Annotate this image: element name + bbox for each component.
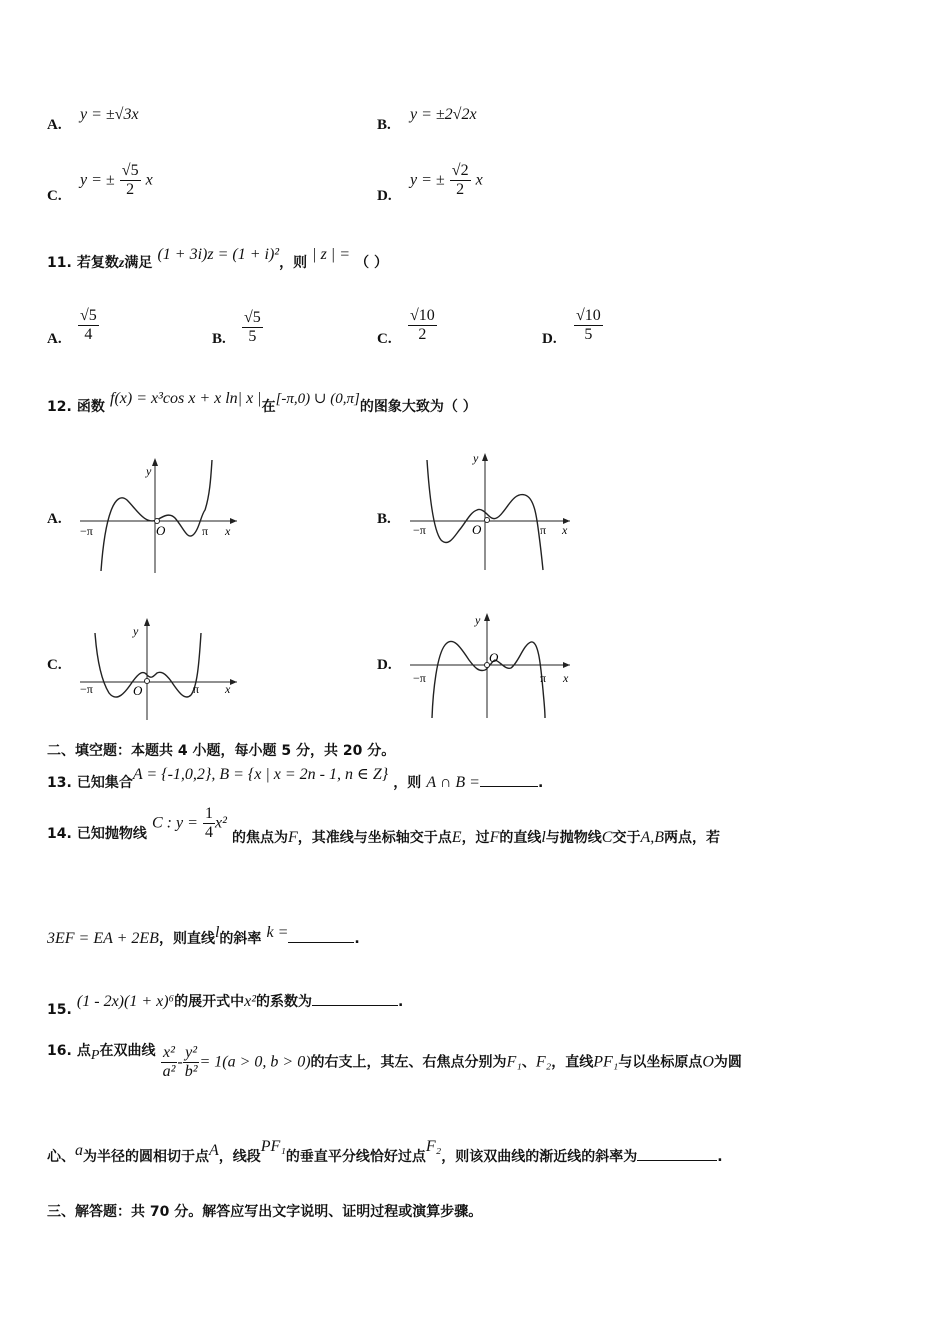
graph-label: C.	[47, 657, 62, 673]
denominator: 2	[418, 325, 427, 343]
stem-text: 心、	[47, 1149, 75, 1165]
point-f: F	[288, 829, 298, 846]
denominator: 4	[84, 325, 93, 343]
denominator: a²	[162, 1062, 176, 1080]
stem-text: ，则	[393, 775, 422, 791]
stem-text: 交于	[612, 830, 641, 846]
point-e: E	[451, 829, 462, 846]
end-mark: .	[354, 931, 360, 947]
question-13	[47, 766, 544, 792]
stem-text: 的右支上，其左、右焦点分别为	[310, 1054, 507, 1071]
x-axis-label: x	[225, 524, 231, 538]
focus-f2: F₂	[425, 1138, 442, 1155]
stem-text: 两点，若	[664, 830, 721, 846]
pi-label: π	[540, 523, 547, 537]
neg-pi-label: −π	[80, 524, 93, 538]
end-mark: .	[398, 994, 404, 1010]
numerator: √10	[576, 307, 601, 324]
y-axis-label: y	[146, 464, 152, 478]
section-3-heading: 三、解答题：共 70 分。解答应写出文字说明、证明过程或演算步骤。	[47, 1204, 483, 1220]
stem-text: 的系数为	[256, 994, 313, 1010]
neg-pi-label: −π	[413, 671, 426, 685]
numerator: √10	[410, 307, 435, 324]
graph-a	[75, 455, 245, 575]
numerator: x²	[161, 1044, 178, 1063]
stem-text: 满足	[124, 255, 153, 271]
graph-label: A.	[47, 511, 62, 527]
denominator: b²	[184, 1062, 198, 1080]
numerator: y²	[183, 1044, 200, 1063]
y-axis-label: y	[133, 624, 139, 638]
origin-label: O	[156, 523, 166, 538]
option-label: C.	[377, 331, 392, 347]
stem-text: 函数	[76, 399, 105, 415]
expr-prefix: y = ±	[410, 171, 445, 189]
answer-blank[interactable]	[480, 772, 538, 787]
var-z: z	[118, 256, 125, 271]
point-p: P	[90, 1047, 100, 1063]
question-12-stem	[47, 390, 477, 416]
fraction	[78, 307, 99, 343]
option-label: D.	[542, 331, 557, 347]
question-11-stem	[47, 246, 388, 272]
answer-blank[interactable]	[312, 991, 398, 1006]
y-axis-label: y	[473, 451, 479, 465]
fraction	[574, 307, 603, 343]
pi-label: π	[193, 682, 200, 696]
points-ab: A,B	[640, 829, 665, 846]
denominator: 5	[248, 327, 257, 345]
fraction	[242, 309, 263, 345]
answer-paren: （ ）	[355, 255, 388, 271]
question-number: 16.	[47, 1042, 72, 1059]
stem-text: 的斜率	[219, 931, 262, 947]
graph-c	[75, 615, 245, 723]
function-expression: f(x) = x³cos x + x ln| x |	[110, 390, 262, 407]
option-expression: y = ±2√2x	[410, 106, 477, 123]
stem-text: 为圆	[713, 1054, 742, 1071]
graph-label: D.	[377, 657, 392, 673]
term-x2: x²	[244, 993, 257, 1010]
origin-label: O	[472, 522, 482, 537]
origin-label: O	[133, 683, 143, 698]
stem-text: 的展开式中	[174, 994, 245, 1010]
question-number: 15.	[47, 1002, 72, 1018]
graph-b	[405, 450, 575, 572]
numerator: 1	[205, 805, 213, 822]
line-pf1: PF₁	[593, 1053, 619, 1071]
origin-o: O	[702, 1053, 714, 1071]
stem-text: ，则	[279, 255, 308, 271]
stem-text: 点	[76, 1042, 91, 1059]
stem-text: ，其准线与坐标轴交于点	[297, 830, 452, 846]
numerator: √5	[244, 309, 261, 326]
fraction	[450, 162, 471, 198]
fraction	[161, 1044, 178, 1080]
focus-f2: F₂	[535, 1053, 552, 1071]
pi-label: π	[540, 671, 547, 685]
expr-prefix: y = ±	[80, 171, 115, 189]
minus-sign: -	[177, 1053, 183, 1071]
end-mark: .	[717, 1149, 723, 1165]
numerator: √5	[121, 162, 139, 179]
stem-text: 的直线	[499, 830, 542, 846]
stem-text: 在	[261, 399, 276, 415]
stem-text: 若复数	[76, 255, 119, 271]
denominator: 2	[126, 180, 135, 198]
stem-text: 的焦点为	[232, 830, 288, 846]
section-2-heading: 二、填空题：本题共 4 小题，每小题 5 分，共 20 分。	[47, 743, 396, 759]
point-a: A	[209, 1142, 219, 1159]
line-l: l	[541, 829, 546, 846]
denominator: 4	[205, 823, 213, 841]
question-number: 13.	[47, 775, 72, 791]
set-b: , B = {x | x = 2n - 1, n ∈ Z}	[211, 766, 389, 783]
option-label: D.	[377, 188, 392, 204]
parabola-expression	[152, 805, 227, 841]
answer-blank[interactable]	[637, 1146, 717, 1161]
question-number: 11.	[47, 255, 72, 271]
line-l: l	[214, 924, 220, 941]
slope-k: k =	[266, 924, 289, 941]
fraction	[183, 1044, 200, 1080]
denominator: 5	[584, 325, 593, 343]
ask-expression: A ∩ B =	[426, 774, 480, 791]
pi-label: π	[202, 524, 209, 538]
stem-text: ，过	[461, 830, 490, 846]
graph-d	[405, 610, 577, 720]
expr-suffix: x	[145, 171, 153, 189]
hyperbola-rest: = 1(a > 0, b > 0)	[199, 1053, 311, 1071]
numerator: √2	[451, 162, 469, 179]
segment-pf1: PF₁	[260, 1138, 286, 1155]
focus-f1: F₁	[506, 1053, 522, 1071]
option-label: C.	[47, 188, 62, 204]
stem-text: 为半径的圆相切于点	[83, 1149, 209, 1165]
stem-text: 在双曲线	[99, 1042, 156, 1059]
option-label: A.	[47, 331, 62, 347]
expr-suffix: x²	[215, 814, 227, 832]
neg-pi-label: −π	[413, 523, 426, 537]
x-axis-label: x	[563, 671, 569, 685]
y-axis-label: y	[475, 613, 481, 627]
question-15	[47, 991, 404, 1018]
point-f: F	[489, 829, 500, 846]
fraction	[408, 307, 437, 343]
domain-expression: [-π,0) ∪ (0,π]	[275, 391, 360, 407]
end-mark: .	[537, 775, 544, 791]
set-a: A = {-1,0,2}	[132, 766, 212, 783]
option-label: A.	[47, 117, 62, 133]
denominator: 2	[456, 180, 465, 198]
curve-c: C	[601, 829, 613, 846]
stem-text: ，直线	[551, 1054, 594, 1071]
expr-suffix: x	[475, 171, 483, 189]
stem-text: 与抛物线	[545, 830, 602, 846]
ask-expression: | z | =	[312, 246, 350, 263]
question-number: 14.	[47, 826, 72, 842]
answer-blank[interactable]	[288, 928, 354, 943]
question-16-line1	[47, 1044, 742, 1080]
question-number: 12.	[47, 399, 72, 415]
option-expression: y = ±√3x	[80, 106, 139, 123]
x-axis-label: x	[562, 523, 568, 537]
separator: 、	[521, 1054, 536, 1071]
origin-label: O	[489, 650, 499, 665]
graph-label: B.	[377, 511, 391, 527]
neg-pi-label: −π	[80, 682, 93, 696]
stem-text: ，则直线	[158, 931, 215, 947]
numerator: √5	[80, 307, 97, 324]
stem-text: ，则该双曲线的渐近线的斜率为	[441, 1149, 638, 1165]
binomial-expression: (1 - 2x)(1 + x)⁶	[76, 993, 175, 1010]
fraction	[120, 162, 141, 198]
option-label: B.	[377, 117, 391, 133]
question-16-line2	[47, 1138, 723, 1166]
equation: (1 + 3i)z = (1 + i)²	[157, 246, 280, 263]
stem-text: 已知集合	[76, 775, 133, 791]
x-axis-label: x	[225, 682, 231, 696]
expr-prefix: C : y =	[152, 814, 198, 832]
option-expression	[80, 162, 153, 198]
fraction	[203, 805, 215, 841]
option-expression	[410, 162, 483, 198]
question-14-line2	[47, 924, 360, 948]
radius-a: a	[75, 1142, 83, 1159]
stem-text: 的垂直平分线恰好过点	[285, 1149, 426, 1165]
stem-text: 已知抛物线	[76, 826, 147, 842]
question-14-line1	[47, 805, 721, 859]
stem-text: ，线段	[218, 1149, 261, 1165]
stem-text: 的图象大致为（ ）	[359, 399, 477, 415]
vector-equation: 3EF = EA + 2EB	[47, 930, 159, 947]
stem-text: 与以坐标原点	[618, 1054, 703, 1071]
option-label: B.	[212, 331, 226, 347]
